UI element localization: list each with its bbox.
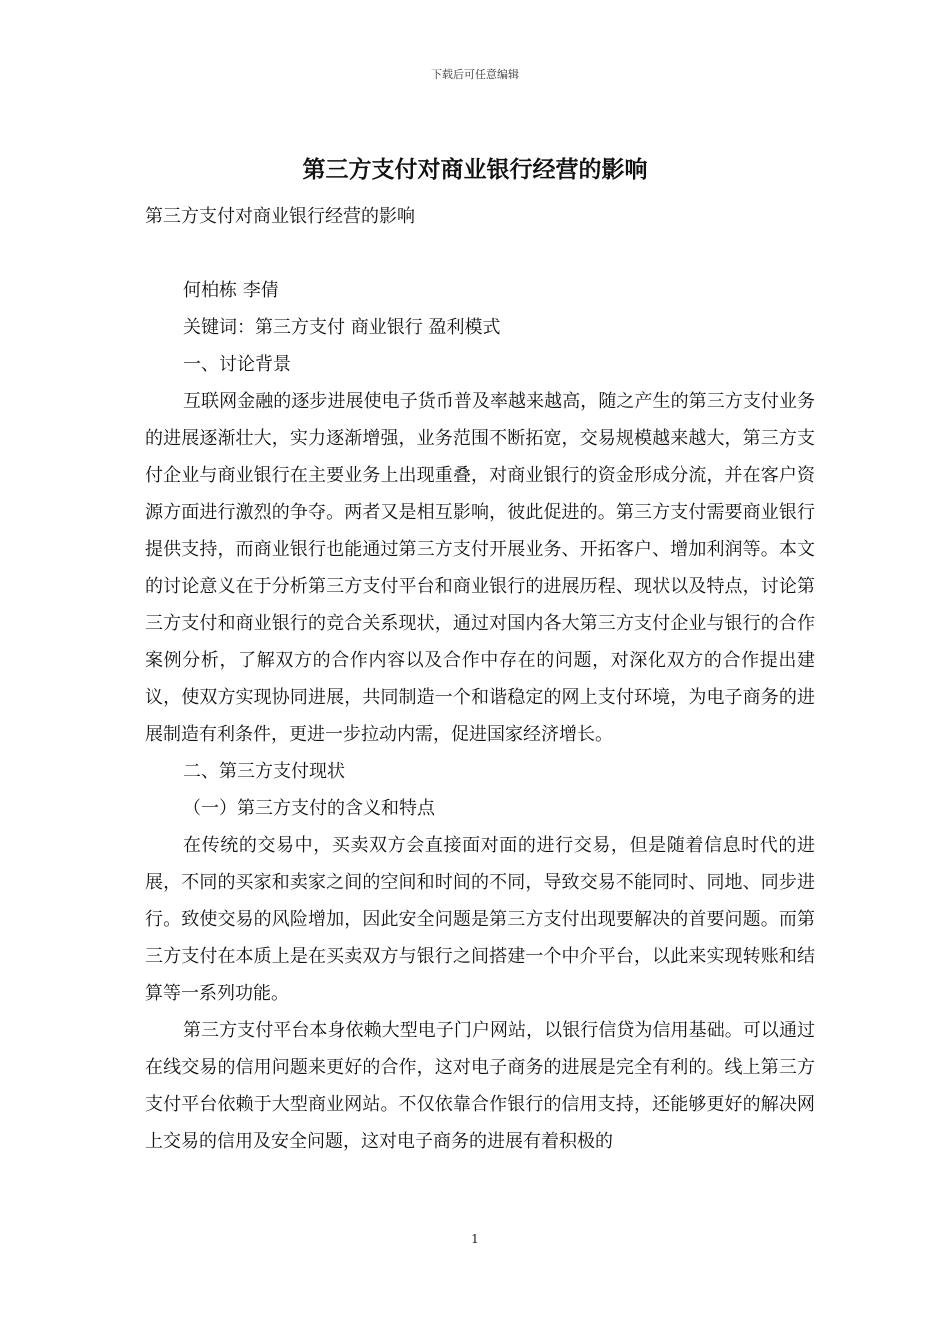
paragraph-definition-1: 在传统的交易中，买卖双方会直接面对面的进行交易，但是随着信息时代的进展，不同的买家和卖家之间的空间和时间的不同，导致交易不能同时、同地、同步进行。致使交易的风险增加，因此安全问题是第三方支付出现要解决的首要问题。而第三方支付在本质上是在买卖双方与银行之间搭建一个中介平台，以此来实现转账和结算等一系列功能。 bbox=[145, 835, 815, 1004]
header-note: 下载后可任意编辑 bbox=[431, 68, 519, 81]
document-subtitle: 第三方支付对商业银行经营的影响 bbox=[145, 206, 415, 227]
keywords-line: 关键词：第三方支付 商业银行 盈利模式 bbox=[183, 317, 501, 338]
page-number: 1 bbox=[471, 1232, 479, 1246]
paragraph-background: 互联网金融的逐步进展使电子货币普及率越来越高，随之产生的第三方支付业务的进展逐渐壮大，实力逐渐增强，业务范围不断拓宽，交易规模越来越大，第三方支付企业与商业银行在主要业务上出现重叠，对商业银行的资金形成分流，并在客户资源方面进行激烈的争夺。两者又是相互影响，彼此促进的。第三方支付需要商业银行提供支持，而商业银行也能通过第三方支付开展业务、开拓客户、增加利润等。本文的讨论意义在于分析第三方支付平台和商业银行的进展历程、现状以及特点，讨论第三方支付和商业银行的竞合关系现状，通过对国内各大第三方支付企业与银行的合作案例分析，了解双方的合作内容以及合作中存在的问题，对深化双方的合作提出建议，使双方实现协同进展，共同制造一个和谐稳定的网上支付环境，为电子商务的进展制造有利条件，更进一步拉动内需，促进国家经济增长。 bbox=[145, 391, 815, 745]
section-heading-background: 一、讨论背景 bbox=[183, 354, 291, 375]
subsection-heading-definition: （一）第三方支付的含义和特点 bbox=[183, 798, 435, 819]
paragraph-definition-2: 第三方支付平台本身依赖大型电子门户网站，以银行信贷为信用基础。可以通过在线交易的信用问题来更好的合作，这对电子商务的进展是完全有利的。线上第三方支付平台依赖于大型商业网站。不仅依靠合作银行的信用支持，还能够更好的解决网上交易的信用及安全问题，这对电子商务的进展有着积极的 bbox=[145, 1020, 815, 1152]
document-title: 第三方支付对商业银行经营的影响 bbox=[302, 157, 648, 183]
authors-line: 何柏栋 李倩 bbox=[183, 280, 279, 301]
document-body bbox=[145, 198, 815, 1160]
section-heading-status: 二、第三方支付现状 bbox=[183, 761, 345, 782]
